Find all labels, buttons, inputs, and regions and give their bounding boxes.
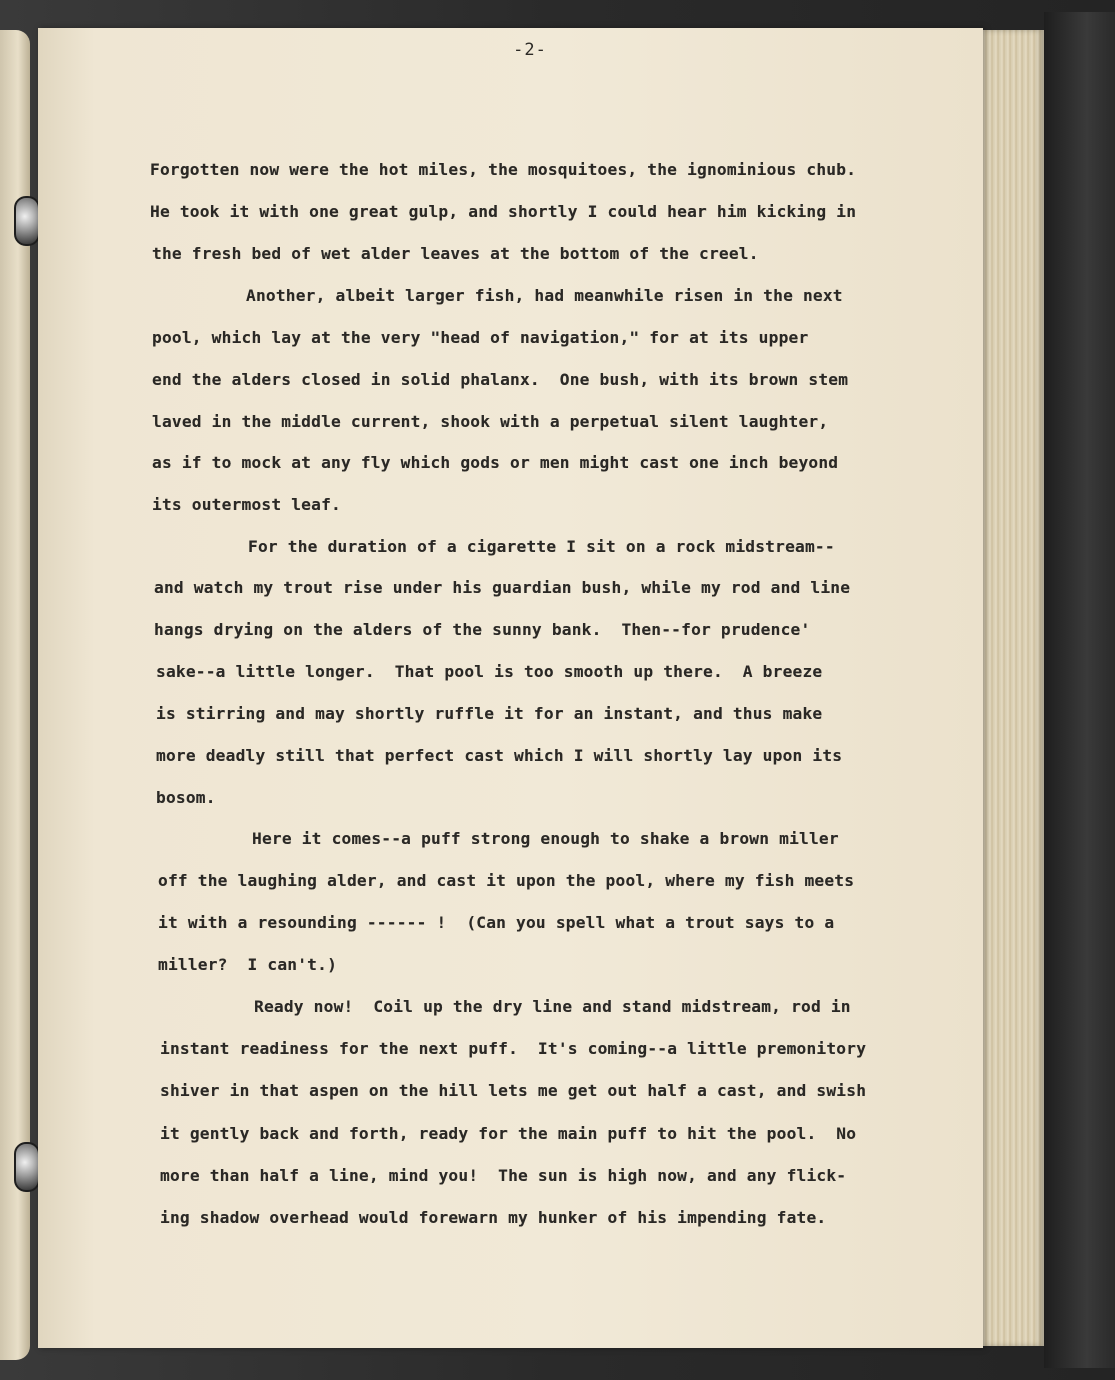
text-line: as if to mock at any fly which gods or men might cast one inch beyond	[152, 453, 839, 472]
text-line: sake--a little longer. That pool is too smooth up there. A breeze	[156, 662, 823, 681]
text-line: pool, which lay at the very "head of navigation," for at its upper	[152, 328, 809, 347]
text-line: bosom.	[156, 788, 216, 807]
text-line: is stirring and may shortly ruffle it for an instant, and thus make	[156, 704, 823, 723]
text-line: miller? I can't.)	[158, 955, 338, 974]
text-line: Here it comes--a puff strong enough to shake a brown miller	[252, 829, 839, 848]
text-line: Another, albeit larger fish, had meanwhile risen in the next	[246, 286, 843, 305]
text-line: shiver in that aspen on the hill lets me get out half a cast, and swish	[160, 1081, 867, 1100]
text-line: Ready now! Coil up the dry line and stand midstream, rod in	[254, 997, 851, 1016]
text-line: instant readiness for the next puff. It's coming--a little premonitory	[160, 1039, 867, 1058]
text-line: more deadly still that perfect cast which I will shortly lay upon its	[156, 746, 843, 765]
text-line: and watch my trout rise under his guardian bush, while my rod and line	[154, 578, 851, 597]
binder-ring-bottom	[14, 1142, 40, 1192]
binder-ring-top	[14, 196, 40, 246]
page-number: -2-	[513, 40, 547, 60]
text-line: off the laughing alder, and cast it upon the pool, where my fish meets	[158, 871, 855, 890]
text-line: its outermost leaf.	[152, 495, 341, 514]
book-cover-edge	[1044, 12, 1115, 1368]
text-line: the fresh bed of wet alder leaves at the bottom of the creel.	[152, 244, 759, 263]
text-line: He took it with one great gulp, and shortly I could hear him kicking in	[150, 202, 857, 221]
text-line: laved in the middle current, shook with a perpetual silent laughter,	[152, 412, 829, 431]
text-line: more than half a line, mind you! The sun is high now, and any flick-	[160, 1166, 847, 1185]
text-line: hangs drying on the alders of the sunny bank. Then--for prudence'	[154, 620, 811, 639]
page-stack-edge	[982, 30, 1044, 1346]
text-line: end the alders closed in solid phalanx. One bush, with its brown stem	[152, 370, 849, 389]
text-line: For the duration of a cigarette I sit on a rock midstream--	[248, 537, 835, 556]
text-line: it gently back and forth, ready for the main puff to hit the pool. No	[160, 1124, 857, 1143]
text-line: Forgotten now were the hot miles, the mosquitoes, the ignominious chub.	[150, 160, 857, 179]
text-line: it with a resounding ------ ! (Can you spell what a trout says to a	[158, 913, 835, 932]
text-line: ing shadow overhead would forewarn my hunker of his impending fate.	[160, 1208, 827, 1227]
typewritten-page	[38, 28, 983, 1348]
